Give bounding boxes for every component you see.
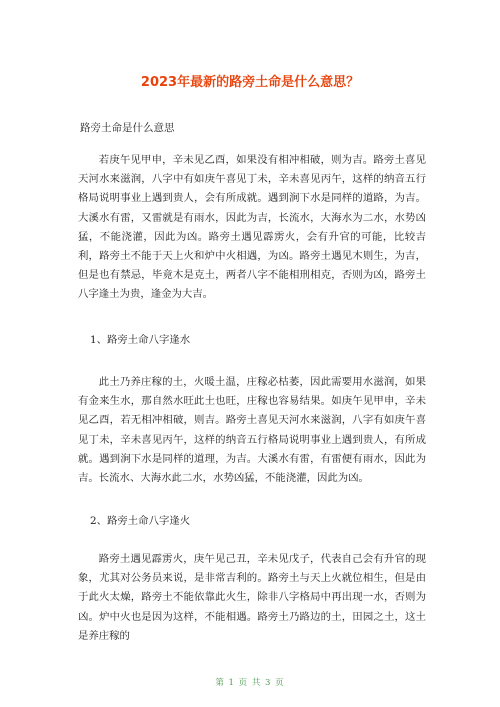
page-footer: 第 1 页 共 3 页: [215, 678, 285, 688]
section-heading-fire: 2、路旁土命八字逢火: [90, 515, 191, 527]
document-title: 2023年最新的路旁土命是什么意思？: [140, 75, 360, 90]
paragraph-2: 此土乃养庄稼的土，火暖土温，庄稼必枯萎，因此需要用水滋润，如果有金来生水，那自然水旺此土也旺，庄稼也容易结果。如庚午见甲申，辛未见乙酉，若无相冲相破，则吉。路旁土喜见天河水来滋润，八字有如庚午喜见丁未，辛未喜见丙午，这样的纳音五行格局说明事业上遇到贵人，有所成就。遇到涧下水是同样的道理，为吉。大溪水有雷，有雷便有雨水，因此为吉。长流水、大海水此二水，水势凶猛，不能浇灌，因此为凶。: [78, 376, 426, 485]
paragraph-3: 路旁土遇见霹雳火，庚午见己丑，辛未见戊子，代表自己会有升官的现象，尤其对公务员来说，是非常吉利的。路旁土与天上火就位相生，但是由于此火太燥，路旁土不能依靠此火生，除非八字格局中再出现一水，否则为凶。炉中火也是因为这样，不能相遇。路旁土乃路边的土，田园之土，这土是养庄稼的: [78, 553, 426, 642]
document-subtitle: 路旁土命是什么意思: [80, 122, 175, 134]
section-heading-water: 1、路旁土命八字逢水: [90, 334, 191, 346]
paragraph-1: 若庚午见甲申，辛未见乙酉，如果没有相冲相破，则为吉。路旁土喜见天河水来滋润，八字中有如庚午喜见丁未，辛未喜见丙午，这样的纳音五行格局说明事业上遇到贵人，会有所成就。遇到涧下水是同样的道路，为吉。大溪水有雷，又雷就是有雨水，因此为吉，长流水，大海水为二水，水势凶猛，不能浇灌，因此为凶。路旁土遇见霹雳火，会有升官的可能，比较吉利，路旁土不能于天上火和炉中火相遇，为凶。路旁土遇见木则生，为吉，但是也有禁忌，毕竟木是克土，两者八字不能相刑相克，否则为凶，路旁土八字逢土为贵，逢金为大吉。: [78, 154, 426, 301]
